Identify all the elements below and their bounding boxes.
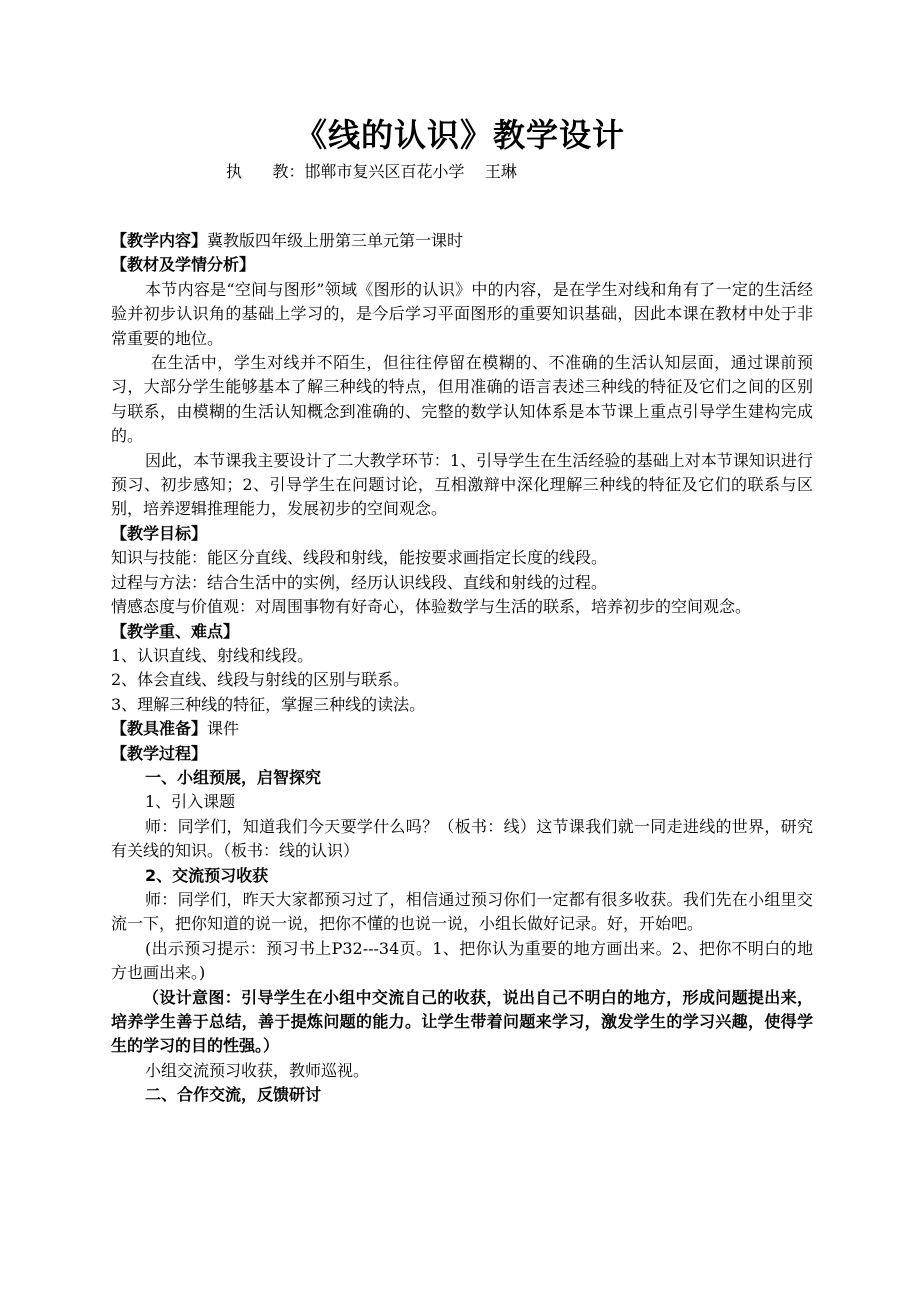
author-line [226, 160, 517, 184]
process-step-1: 1、引入课题 [145, 792, 236, 812]
content-text: 冀教版四年级上册第三单元第一课时 [207, 231, 464, 250]
process-part-1: 一、小组预展，启智探究 [145, 767, 322, 787]
analysis-paragraph-1: 本节内容是“空间与图形”领域《图形的认识》中的内容，是在学生对线和角有了一定的生活经验并初步认识角的基础上学习的，是今后学习平面图形的重要知识基础，因此本课在教材中处于非常重要的地位。 [111, 279, 813, 348]
process-step-1-text: 师：同学们，知道我们今天要学什么吗？（板书：线）这节课我们就一同走进线的世界，研究有关线的知识。（板书：线的认识） [111, 816, 813, 861]
section-content [111, 229, 813, 253]
heading-tools: 【教具准备】 [111, 719, 208, 739]
analysis-paragraph-3: 因此，本节课我主要设计了二大教学环节：1、引导学生在生活经验的基础上对本节课知识进行预习、初步感知；2、引导学生在问题讨论，互相激辩中深化理解三种线的特征及它们的联系与区别，培养逻辑推理能力，发展初步的空间观念。 [111, 450, 813, 519]
author-school: 邯郸市复兴区百花小学 [304, 162, 465, 181]
keypoint-3: 3、理解三种线的特征，掌握三种线的读法。 [111, 694, 426, 714]
page-title: 《线的认识》教学设计 [294, 116, 625, 154]
goal-process: 过程与方法：结合生活中的实例，经历认识线段、直线和射线的过程。 [111, 572, 608, 592]
heading-keypoints: 【教学重、难点】 [111, 621, 240, 641]
design-intent: （设计意图：引导学生在小组中交流自己的收获，说出自己不明白的地方，形成问题提出来，培养学生善于总结，善于提炼问题的能力。让学生带着问题来学习，激发学生的学习兴趣，使得学生的学习的目的性强。） [111, 987, 813, 1056]
author-name: 王琳 [484, 162, 517, 181]
heading-process: 【教学过程】 [111, 743, 208, 763]
goal-knowledge: 知识与技能：能区分直线、线段和射线，能按要求画指定长度的线段。 [111, 548, 608, 568]
heading-analysis: 【教材及学情分析】 [111, 255, 256, 275]
keypoint-1: 1、认识直线、射线和线段。 [111, 645, 314, 665]
heading-content: 【教学内容】 [111, 231, 208, 250]
process-step-2: 2、交流预习收获 [145, 865, 269, 885]
author-label: 执 教： [226, 162, 305, 181]
keypoint-2: 2、体会直线、线段与射线的区别与联系。 [111, 670, 410, 690]
document-body [111, 229, 813, 1108]
section-tools [111, 717, 813, 741]
heading-goals: 【教学目标】 [111, 523, 208, 543]
process-tour: 小组交流预习收获，教师巡视。 [145, 1060, 370, 1080]
goal-attitude: 情感态度与价值观：对周围事物有好奇心，体验数学与生活的联系，培养初步的空间观念。 [111, 597, 752, 617]
process-step-2-text: 师：同学们，昨天大家都预习过了，相信通过预习你们一定都有很多收获。我们先在小组里交流一下，把你知道的说一说，把你不懂的也说一说，小组长做好记录。好，开始吧。 [111, 889, 813, 934]
tools-text: 课件 [207, 719, 240, 739]
analysis-paragraph-2: 在生活中，学生对线并不陌生，但往往停留在模糊的、不准确的生活认知层面，通过课前预习，大部分学生能够基本了解三种线的特点，但用准确的语言表述三种线的特征及它们之间的区别与联系，由模糊的生活认知概念到准确的、完整的数学认知体系是本节课上重点引导学生建构完成的。 [111, 353, 813, 446]
process-part-2: 二、合作交流，反馈研讨 [145, 1085, 322, 1105]
process-hint: (出示预习提示：预习书上P32---34页。1、把你认为重要的地方画出来。2、把你不明白的地方也画出来。) [111, 938, 813, 983]
